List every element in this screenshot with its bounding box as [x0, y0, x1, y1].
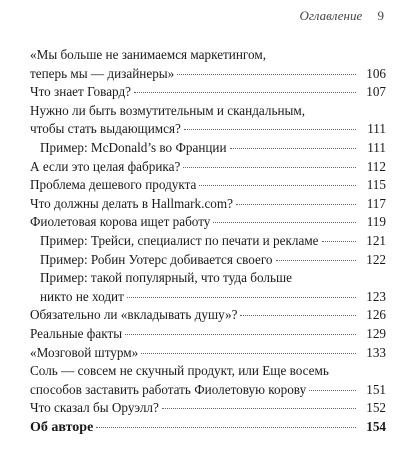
toc-entry-title: Соль — совсем не скучный продукт, или Еще восемь: [30, 363, 329, 379]
toc-entry-line: [30, 158, 386, 177]
toc-entry: [30, 325, 386, 344]
toc-entry-page: 129: [366, 325, 386, 341]
toc-entry-line: [30, 306, 386, 325]
toc-entry-line: [30, 83, 386, 102]
toc-entry-page: 119: [366, 214, 386, 230]
dot-leader: [322, 241, 356, 242]
toc-entry: [30, 344, 386, 363]
toc-entry-page: 115: [366, 177, 386, 193]
toc-entry-title: Проблема дешевого продукта: [30, 177, 197, 193]
toc-entry: [30, 306, 386, 325]
toc-entry-line: [40, 139, 386, 158]
toc-entry-line: [30, 195, 386, 214]
toc-entry: [30, 83, 386, 102]
toc-entry-title: А если это целая фабрика?: [30, 158, 181, 174]
dot-leader: [230, 148, 356, 149]
page-number: 9: [377, 8, 384, 23]
toc-entry-title: Реальные факты: [30, 325, 123, 341]
toc-entry-page: 126: [366, 307, 386, 323]
toc-entry-line: [30, 120, 386, 139]
toc-entry-title: «Мозговой штурм»: [30, 344, 139, 360]
toc-entry-title: чтобы стать выдающимся?: [30, 121, 181, 137]
dot-leader: [162, 408, 356, 409]
dot-leader: [309, 390, 356, 391]
toc-entry-line: [30, 176, 386, 195]
toc-entry-page: 111: [367, 139, 386, 155]
toc-entry-line: [40, 232, 386, 251]
toc-entry-line: [30, 418, 386, 438]
toc-entry-line: [30, 381, 386, 400]
toc-entry-page: 123: [366, 288, 386, 304]
dot-leader: [177, 74, 356, 75]
toc-entry-line: [30, 344, 386, 363]
toc-entry-title: никто не ходит: [40, 288, 124, 304]
toc-entry: [30, 176, 386, 195]
toc-entry-line: [30, 46, 386, 65]
toc-entry-title: Что знает Говард?: [30, 84, 132, 100]
toc-entry-title: Пример: Робин Уотерс добивается своего: [40, 251, 273, 267]
dot-leader: [213, 222, 356, 223]
toc-entry: [30, 362, 386, 399]
toc-entry-line: [30, 102, 386, 121]
toc-entry-title: теперь мы — дизайнеры»: [30, 65, 175, 81]
dot-leader: [127, 297, 356, 298]
toc-entry-title: Обязательно ли «вкладывать душу»?: [30, 307, 238, 323]
toc-entry-page: 117: [366, 195, 386, 211]
dot-leader: [134, 92, 356, 93]
toc-entry-title: «Мы больше не занимаемся маркетингом,: [30, 47, 266, 62]
toc-entry-title: Что должны делать в Hallmark.com?: [30, 195, 233, 211]
toc-entry-line: [30, 213, 386, 232]
toc-entry: [30, 213, 386, 232]
toc-entry-line: [30, 399, 386, 418]
toc-entry-title: Нужно ли быть возмутительным и скандальным,: [30, 102, 306, 118]
toc-entry: [30, 195, 386, 214]
dot-leader: [199, 185, 356, 186]
toc-entry-page: 151: [366, 381, 386, 397]
toc-entry: [30, 46, 386, 83]
toc-entry-page: 106: [366, 65, 386, 81]
toc-entry-page: 121: [366, 232, 386, 248]
toc-entry-title: Пример: Трейси, специалист по печати и рекламе: [40, 232, 319, 248]
dot-leader: [276, 260, 356, 261]
toc-entry-title: способов заставить работать Фиолетовую корову: [30, 381, 307, 397]
toc-entry-title: Пример: такой популярный, что туда больше: [40, 270, 292, 286]
toc-entry-line: [40, 288, 386, 307]
toc-entry: [30, 139, 386, 158]
toc-entry-page: 154: [366, 418, 386, 434]
toc-entry-title: Об авторе: [30, 419, 94, 435]
toc-entry-line: [30, 325, 386, 344]
dot-leader: [236, 204, 356, 205]
dot-leader: [141, 353, 356, 354]
dot-leader: [184, 129, 356, 130]
toc-entry-line: [40, 269, 386, 288]
toc-entry: [30, 269, 386, 306]
toc-entry: [30, 418, 386, 438]
toc-entry-line: [40, 251, 386, 270]
dot-leader: [125, 334, 356, 335]
toc-entry-title: Пример: McDonald’s во Франции: [40, 139, 227, 155]
toc-entry-title: Что сказал бы Оруэлл?: [30, 400, 159, 416]
toc-entry: [30, 399, 386, 418]
dot-leader: [183, 167, 356, 168]
toc-entry-line: [30, 362, 386, 381]
toc-entry-page: 122: [366, 251, 386, 267]
toc-entry-page: 107: [366, 84, 386, 100]
toc-entry-page: 152: [366, 400, 386, 416]
toc-entry-page: 111: [367, 121, 386, 137]
dot-leader: [240, 315, 356, 316]
toc-entry-line: [30, 65, 386, 84]
toc-entry-title: Фиолетовая корова ищет работу: [30, 214, 211, 230]
toc-entry: [30, 232, 386, 251]
table-of-contents: [30, 46, 386, 437]
toc-entry: [30, 158, 386, 177]
toc-entry: [30, 251, 386, 270]
toc-entry: [30, 102, 386, 139]
section-title: Оглавление: [299, 8, 363, 23]
dot-leader: [96, 427, 356, 428]
toc-entry-page: 133: [366, 344, 386, 360]
running-header: [300, 8, 385, 24]
toc-entry-page: 112: [366, 158, 386, 174]
